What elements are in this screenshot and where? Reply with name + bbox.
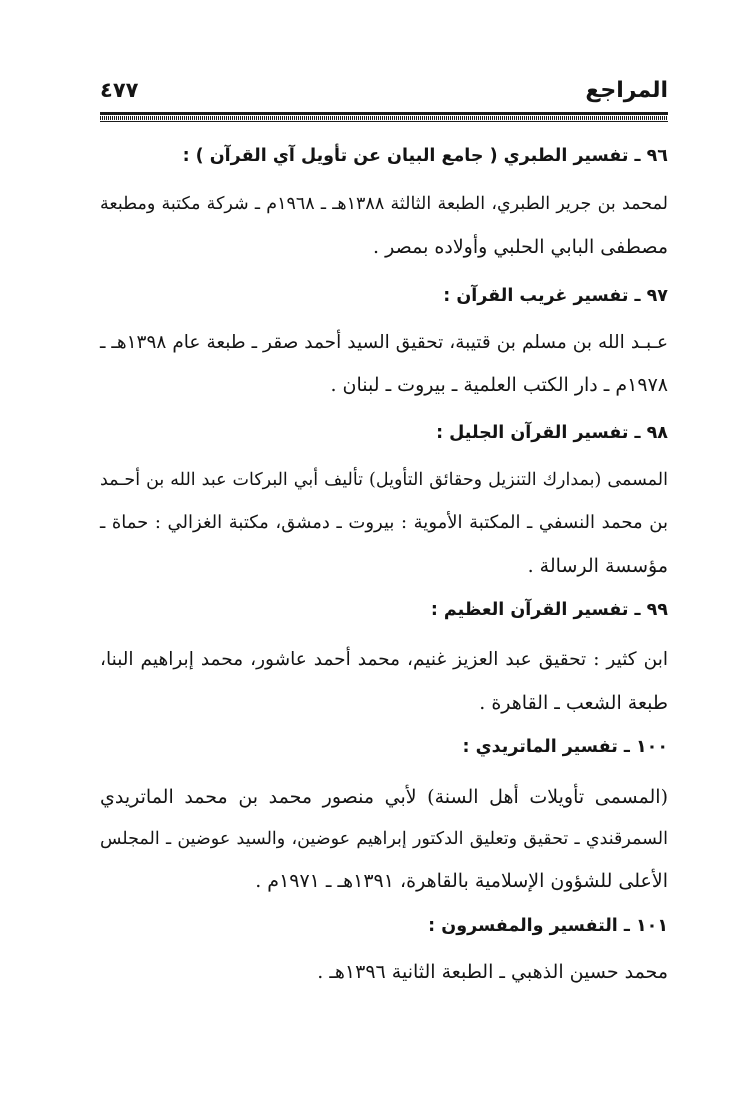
entry-line: ابن كثير : تحقيق عبد العزيز غنيم، محمد أحمد عاشور، محمد إبراهيم البنا، — [100, 649, 668, 670]
entry-line: لمحمد بن جرير الطبري، الطبعة الثالثة ١٣٨٨هـ ـ ١٩٦٨م ـ شركة مكتبة ومطبعة — [100, 194, 669, 214]
page-number: ٤٧٧ — [100, 78, 139, 102]
entry-heading: ٩٨ ـ تفسير القرآن الجليل : — [436, 423, 668, 443]
entry-line: الأعلى للشؤون الإسلامية بالقاهرة، ١٣٩١هـ ـ ١٩٧١م . — [255, 870, 668, 892]
page-header — [100, 72, 668, 112]
entry-heading: ١٠١ ـ التفسير والمفسرون : — [428, 916, 668, 936]
entry-heading: ٩٦ ـ تفسير الطبري ( جامع البيان عن تأويل آي القرآن ) : — [182, 146, 668, 166]
running-title: المراجع — [585, 78, 668, 103]
entry-heading: ٩٩ ـ تفسير القرآن العظيم : — [430, 600, 668, 620]
entry-line: بن محمد النسفي ـ المكتبة الأموية : بيروت ـ دمشق، مكتبة الغزالي : حماة ـ — [100, 512, 668, 533]
entry-line: مصطفى البابي الحلبي وأولاده بمصر . — [373, 236, 668, 258]
header-rule-thick — [100, 112, 668, 115]
entry-line: (المسمى تأويلات أهل السنة) لأبي منصور محمد بن محمد الماتريدي — [100, 786, 668, 808]
entry-heading: ٩٧ ـ تفسير غريب القرآن : — [443, 286, 668, 306]
entry-line: السمرقندي ـ تحقيق وتعليق الدكتور إبراهيم عوضين، والسيد عوضين ـ المجلس — [100, 829, 668, 849]
entry-line: عـبـد الله بن مسلم بن قتيبة، تحقيق السيد أحمد صقر ـ طبعة عام ١٣٩٨هـ ـ — [100, 332, 668, 353]
header-rule-thin — [100, 121, 668, 122]
header-rule-hatched — [100, 116, 668, 120]
entry-line: المسمى (بمدارك التنزيل وحقائق التأويل) تأليف أبي البركات عبد الله بن أحـمد — [100, 470, 668, 490]
entry-line: ١٩٧٨م ـ دار الكتب العلمية ـ بيروت ـ لبنان . — [330, 374, 668, 396]
entry-line: مؤسسة الرسالة . — [527, 555, 668, 577]
entry-line: طبعة الشعب ـ القاهرة . — [479, 692, 668, 714]
entry-line: محمد حسين الذهبي ـ الطبعة الثانية ١٣٩٦هـ . — [317, 961, 668, 983]
entry-heading: ١٠٠ ـ تفسير الماتريدي : — [462, 737, 668, 757]
